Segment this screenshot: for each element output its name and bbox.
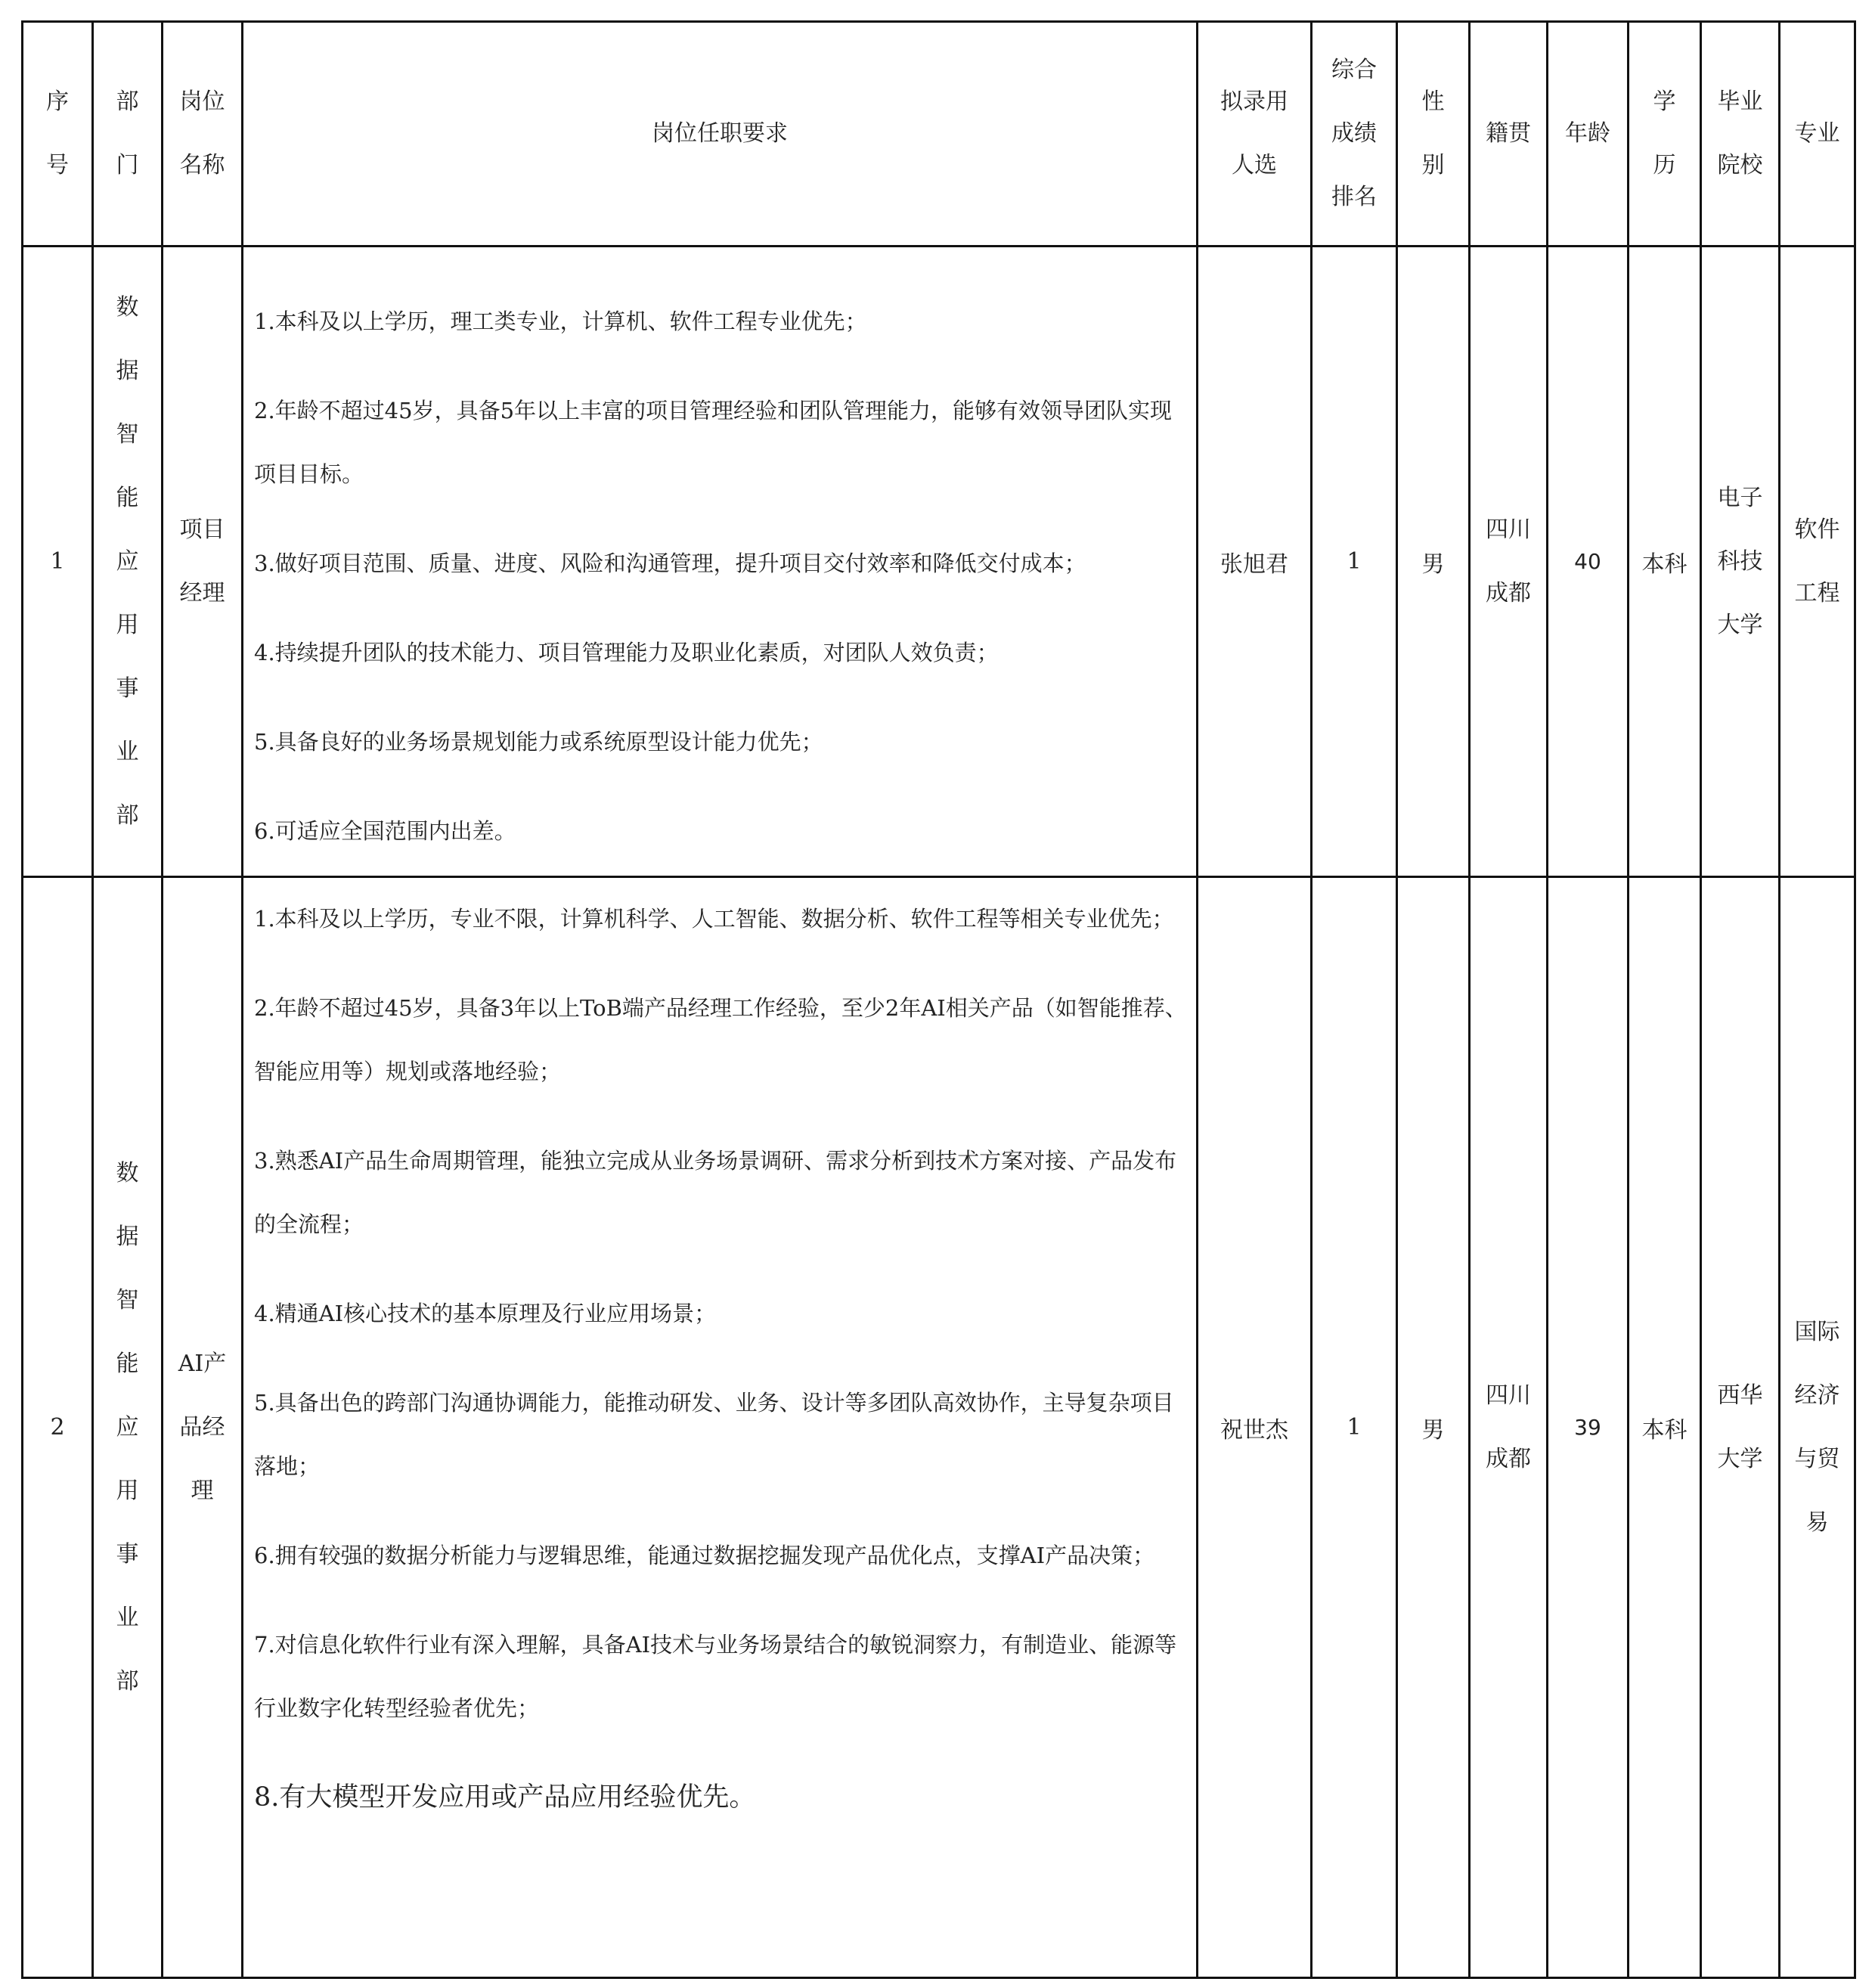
requirement-item: 6.拥有较强的数据分析能力与逻辑思维，能通过数据挖掘发现产品优化点，支撑AI产品决策；: [254, 1543, 1155, 1568]
requirement-item: 5.具备出色的跨部门沟通协调能力，能推动研发、业务、设计等多团队高效协作，主导复杂项目落地；: [254, 1390, 1174, 1479]
header-row: [23, 22, 1855, 247]
cell-school: 西华 大学: [1701, 877, 1780, 1978]
header-position: 岗位 名称: [163, 22, 243, 247]
cell-native: 四川 成都: [1470, 877, 1548, 1978]
header-age: 年龄: [1548, 22, 1629, 247]
requirement-item: 4.精通AI核心技术的基本原理及行业应用场景；: [254, 1301, 717, 1326]
requirements-list: [254, 247, 1187, 863]
requirements-list: [254, 878, 1187, 1829]
cell-position: AI产 品经 理: [163, 877, 243, 1978]
recruitment-table: [21, 20, 1856, 1979]
cell-school: 电子 科技 大学: [1701, 247, 1780, 877]
cell-requirements: [243, 247, 1198, 877]
header-gender: 性 别: [1397, 22, 1470, 247]
header-native: 籍贯: [1470, 22, 1548, 247]
cell-candidate: 祝世杰: [1198, 877, 1312, 1978]
cell-dept: 数 据 智 能 应 用 事 业 部: [93, 877, 163, 1978]
cell-major: 国际 经济 与贸 易: [1780, 877, 1855, 1978]
table-row: [23, 247, 1855, 877]
requirement-item: 2.年龄不超过45岁，具备5年以上丰富的项目管理经验和团队管理能力，能够有效领导团队实现项目目标。: [254, 398, 1173, 487]
header-dept: 部 门: [93, 22, 163, 247]
requirement-item: 5.具备良好的业务场景规划能力或系统原型设计能力优先；: [254, 729, 823, 755]
requirement-item: 3.做好项目范围、质量、进度、风险和沟通管理，提升项目交付效率和降低交付成本；: [254, 550, 1086, 576]
header-school: 毕业 院校: [1701, 22, 1780, 247]
requirement-item: 7.对信息化软件行业有深入理解，具备AI技术与业务场景结合的敏锐洞察力，有制造业、能源等行业数字化转型经验者优先；: [254, 1632, 1177, 1721]
cell-rank: 1: [1312, 877, 1397, 1978]
cell-education: 本科: [1629, 877, 1701, 1978]
header-rank: 综合 成绩 排名: [1312, 22, 1397, 247]
requirement-item: 3.熟悉AI产品生命周期管理，能独立完成从业务场景调研、需求分析到技术方案对接、产品发布的全流程；: [254, 1148, 1177, 1237]
table-row: [23, 877, 1855, 1978]
cell-seq: 1: [23, 247, 93, 877]
cell-dept: 数 据 智 能 应 用 事 业 部: [93, 247, 163, 877]
cell-age: 40: [1548, 247, 1629, 877]
cell-gender: 男: [1397, 877, 1470, 1978]
cell-rank: 1: [1312, 247, 1397, 877]
cell-seq: 2: [23, 877, 93, 1978]
cell-gender: 男: [1397, 247, 1470, 877]
header-major: 专业: [1780, 22, 1855, 247]
header-candidate: 拟录用 人选: [1198, 22, 1312, 247]
cell-position: 项目 经理: [163, 247, 243, 877]
header-education: 学 历: [1629, 22, 1701, 247]
header-seq: 序 号: [23, 22, 93, 247]
requirement-item: 6.可适应全国范围内出差。: [254, 818, 516, 844]
cell-major: 软件 工程: [1780, 247, 1855, 877]
cell-education: 本科: [1629, 247, 1701, 877]
cell-native: 四川 成都: [1470, 247, 1548, 877]
requirement-item: 8.有大模型开发应用或产品应用经验优先。: [254, 1782, 756, 1813]
cell-age: 39: [1548, 877, 1629, 1978]
document-page: [21, 20, 1854, 1977]
cell-requirements: [243, 877, 1198, 1978]
requirement-item: 1.本科及以上学历，理工类专业，计算机、软件工程专业优先；: [254, 309, 867, 334]
cell-candidate: 张旭君: [1198, 247, 1312, 877]
requirement-item: 2.年龄不超过45岁，具备3年以上ToB端产品经理工作经验，至少2年AI相关产品（如智能推荐、智能应用等）规划或落地经验；: [254, 995, 1187, 1084]
requirement-item: 1.本科及以上学历，专业不限，计算机科学、人工智能、数据分析、软件工程等相关专业优先；: [254, 906, 1174, 932]
requirement-item: 4.持续提升团队的技术能力、项目管理能力及职业化素质，对团队人效负责；: [254, 640, 999, 665]
header-requirements: 岗位任职要求: [243, 22, 1198, 247]
